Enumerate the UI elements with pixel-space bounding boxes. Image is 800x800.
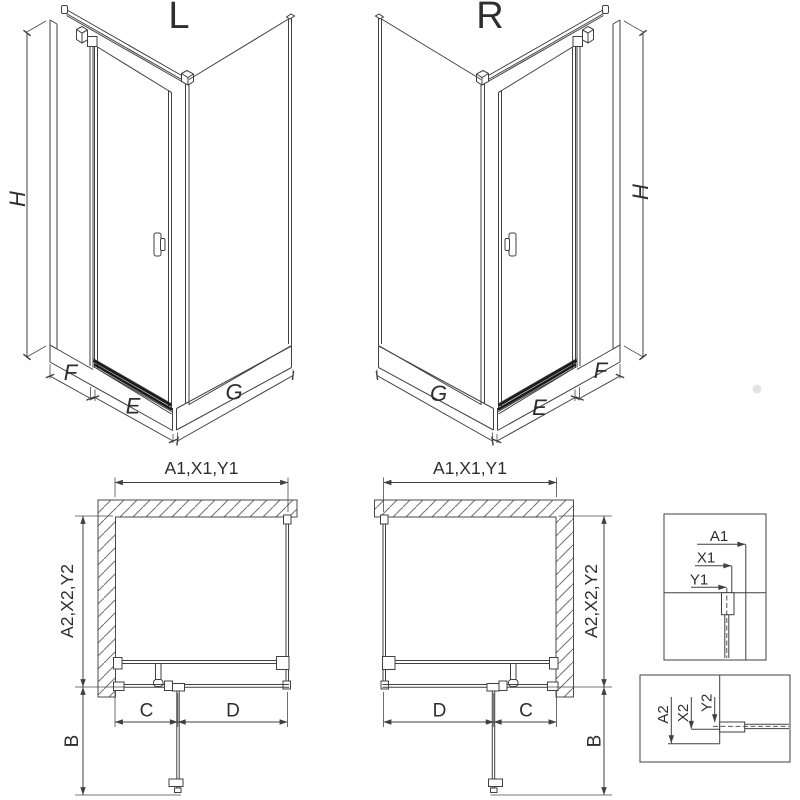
detail-a2-label: A2 [655,705,672,724]
detail-box-horizontal [640,675,790,762]
wall-hatch-band [375,500,574,697]
wall-profile-section [722,593,735,615]
detail-x2-label: X2 [675,703,692,723]
plan-right-b-label: B [584,734,606,748]
plan-right-d-label: D [432,700,447,722]
detail-y1-label: Y1 [689,571,709,589]
plan-right-dimensions [384,478,613,796]
wall-hatch-band [98,500,297,697]
detail-y2-label: Y2 [698,693,716,712]
plan-left-d-label: D [226,700,240,722]
iso-left-wall-label: G [225,379,243,405]
plan-right-depth-label: A2,X2,Y2 [581,564,601,638]
plan-right-c-label: C [519,700,533,722]
detail-box-vertical [664,514,766,660]
plan-left-width-label: A1,X1,Y1 [164,458,239,478]
plan-left-depth-label: A2,X2,Y2 [57,564,77,638]
iso-left-height-label: H [5,191,30,207]
iso-right-title: R [476,0,504,37]
iso-left-door-label: E [125,393,141,419]
iso-left-view [5,0,295,443]
iso-left-title: L [168,0,190,37]
plan-left-b-label: B [62,734,83,748]
detail-x1-label: X1 [696,549,716,567]
wall-profile-section [720,722,745,732]
plan-right-width-label: A1,X1,Y1 [433,458,507,478]
watermark-dot [753,385,762,394]
iso-right-height-label: H [628,184,653,200]
plan-left-view [57,458,297,795]
plan-right-view [375,458,613,795]
iso-left-side-label: F [63,360,78,385]
plan-right-drawing [381,515,559,793]
iso-right-side-label: F [593,358,608,383]
iso-right-wall-label: G [429,381,448,406]
detail-a1-label: A1 [709,528,729,545]
iso-right-door-label: E [532,395,547,420]
plan-left-c-label: C [139,700,154,722]
plan-left-drawing [114,515,292,793]
iso-right-view [376,0,654,443]
